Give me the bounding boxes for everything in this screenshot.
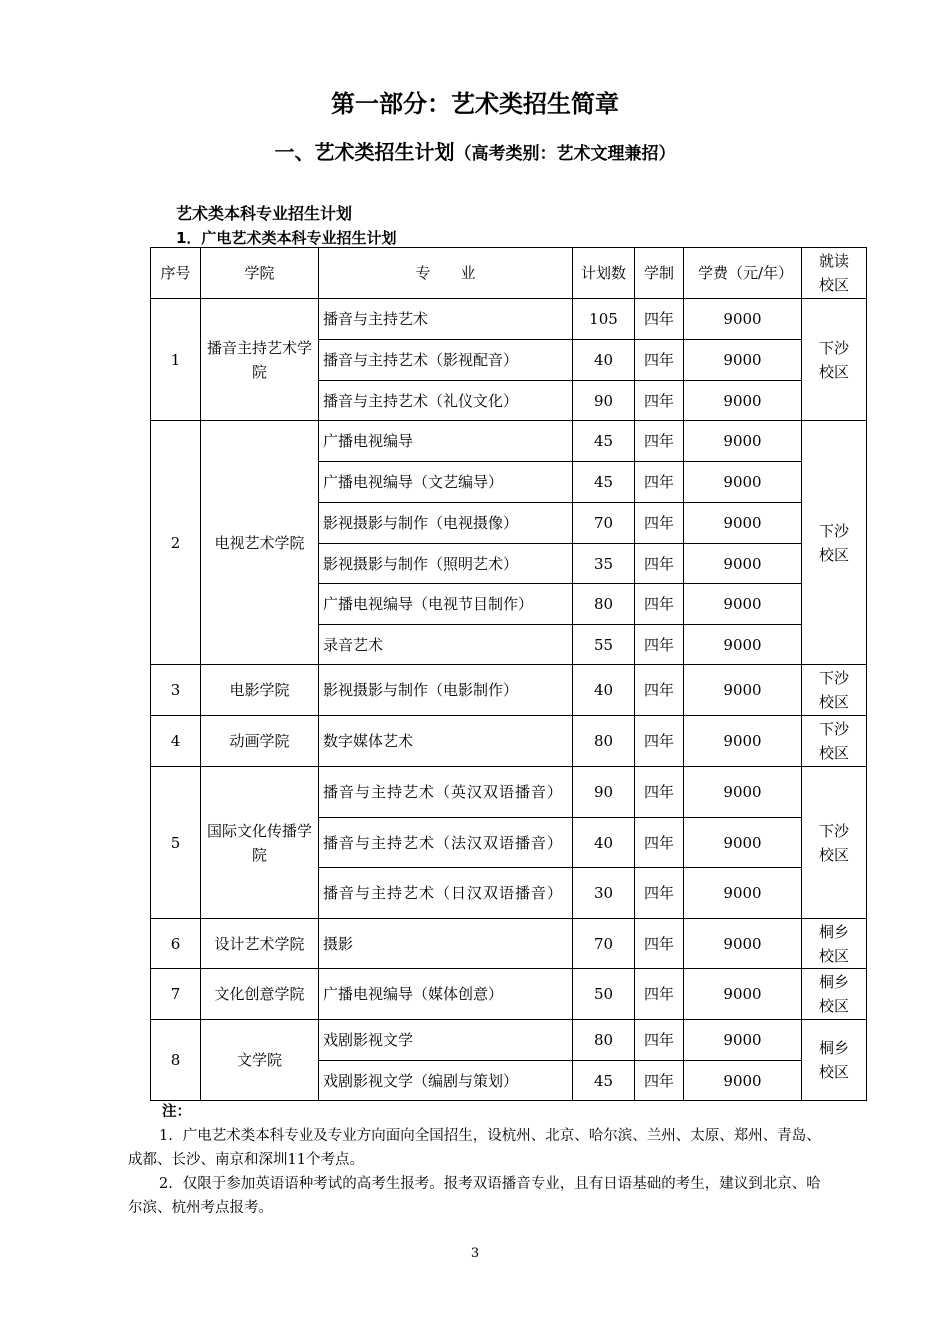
cell-seq: 2 [151,421,201,665]
header-fee: 学费（元/年） [684,248,802,299]
cell-fee: 9000 [684,544,802,584]
cell-major: 广播电视编导（文艺编导） [319,462,573,503]
cell-quota: 70 [573,919,635,969]
cell-campus: 桐乡校区 [802,919,867,969]
cell-major: 录音艺术 [319,625,573,665]
cell-major: 播音与主持艺术（影视配音） [319,340,573,381]
cell-major: 影视摄影与制作（照明艺术） [319,544,573,584]
cell-quota: 40 [573,818,635,868]
page-number: 3 [470,1246,480,1261]
cell-duration: 四年 [635,969,684,1020]
cell-duration: 四年 [635,767,684,818]
cell-major: 戏剧影视文学 [319,1020,573,1061]
cell-major: 数字媒体艺术 [319,716,573,767]
cell-college: 文化创意学院 [201,969,319,1020]
cell-quota: 45 [573,421,635,462]
cell-fee: 9000 [684,969,802,1020]
note-item-1: 1．广电艺术类本科专业及专业方向面向全国招生，设杭州、北京、哈尔滨、兰州、太原、郑州、青岛、成都、长沙、南京和深圳11个考点。 [128,1128,821,1168]
cell-quota: 30 [573,868,635,919]
cell-fee: 9000 [684,584,802,625]
header-college: 学院 [201,248,319,299]
cell-seq: 5 [151,767,201,919]
cell-college: 文学院 [201,1020,319,1101]
cell-fee: 9000 [684,919,802,969]
cell-fee: 9000 [684,868,802,919]
cell-quota: 45 [573,1061,635,1101]
cell-fee: 9000 [684,299,802,340]
cell-campus: 桐乡校区 [802,1020,867,1101]
cell-fee: 9000 [684,381,802,421]
cell-quota: 50 [573,969,635,1020]
cell-seq: 3 [151,665,201,716]
cell-quota: 35 [573,544,635,584]
cell-quota: 40 [573,665,635,716]
cell-major: 戏剧影视文学（编剧与策划） [319,1061,573,1101]
cell-duration: 四年 [635,665,684,716]
cell-major: 广播电视编导（媒体创意） [319,969,573,1020]
cell-campus: 下沙校区 [802,716,867,767]
table-row [151,767,867,818]
cell-duration: 四年 [635,584,684,625]
cell-duration: 四年 [635,1061,684,1101]
cell-duration: 四年 [635,421,684,462]
cell-duration: 四年 [635,919,684,969]
table-header-row [151,248,867,299]
page-title: 第一部分：艺术类招生简章 [331,90,619,118]
cell-duration: 四年 [635,299,684,340]
cell-duration: 四年 [635,462,684,503]
cell-campus: 下沙校区 [802,767,867,919]
cell-college: 电视艺术学院 [201,421,319,665]
cell-duration: 四年 [635,716,684,767]
cell-college: 播音主持艺术学院 [201,299,319,421]
cell-quota: 70 [573,503,635,544]
plan-subheading: 1．广电艺术类本科专业招生计划 [176,229,397,247]
cell-duration: 四年 [635,544,684,584]
notes-section [128,1100,828,1220]
cell-college: 国际文化传播学院 [201,767,319,919]
table-row [151,665,867,716]
cell-campus: 下沙校区 [802,299,867,421]
cell-major: 播音与主持艺术（日汉双语播音） [319,868,573,919]
cell-college: 电影学院 [201,665,319,716]
enrollment-plan-table [150,247,867,1101]
cell-quota: 40 [573,340,635,381]
cell-quota: 80 [573,716,635,767]
cell-seq: 1 [151,299,201,421]
section-title [0,136,950,165]
cell-duration: 四年 [635,1020,684,1061]
cell-duration: 四年 [635,503,684,544]
cell-fee: 9000 [684,767,802,818]
table-row [151,969,867,1020]
cell-campus: 下沙校区 [802,665,867,716]
cell-duration: 四年 [635,340,684,381]
cell-fee: 9000 [684,1061,802,1101]
cell-duration: 四年 [635,625,684,665]
cell-fee: 9000 [684,462,802,503]
cell-fee: 9000 [684,625,802,665]
cell-campus: 桐乡校区 [802,969,867,1020]
cell-quota: 45 [573,462,635,503]
cell-fee: 9000 [684,421,802,462]
table-row [151,421,867,462]
cell-fee: 9000 [684,716,802,767]
cell-fee: 9000 [684,665,802,716]
cell-major: 播音与主持艺术（法汉双语播音） [319,818,573,868]
section-title-note: （高考类别：艺术文理兼招） [454,144,676,164]
cell-seq: 4 [151,716,201,767]
table-row [151,1020,867,1061]
header-major: 专 业 [319,248,573,299]
plan-heading: 艺术类本科专业招生计划 [176,204,353,223]
cell-quota: 105 [573,299,635,340]
cell-major: 播音与主持艺术（英汉双语播音） [319,767,573,818]
cell-quota: 80 [573,584,635,625]
cell-major: 播音与主持艺术（礼仪文化） [319,381,573,421]
cell-major: 影视摄影与制作（电视摄像） [319,503,573,544]
cell-duration: 四年 [635,381,684,421]
cell-major: 摄影 [319,919,573,969]
cell-major: 广播电视编导 [319,421,573,462]
table-row [151,716,867,767]
header-duration: 学制 [635,248,684,299]
cell-seq: 6 [151,919,201,969]
section-title-main: 一、艺术类招生计划 [274,140,455,164]
cell-quota: 55 [573,625,635,665]
notes-label: 注： [162,1103,191,1120]
cell-seq: 8 [151,1020,201,1101]
cell-duration: 四年 [635,818,684,868]
cell-duration: 四年 [635,868,684,919]
header-seq: 序号 [151,248,201,299]
cell-quota: 90 [573,767,635,818]
header-quota: 计划数 [573,248,635,299]
cell-fee: 9000 [684,1020,802,1061]
cell-quota: 80 [573,1020,635,1061]
cell-major: 广播电视编导（电视节目制作） [319,584,573,625]
table-row [151,299,867,340]
cell-major: 影视摄影与制作（电影制作） [319,665,573,716]
cell-campus: 下沙校区 [802,421,867,665]
cell-college: 动画学院 [201,716,319,767]
cell-seq: 7 [151,969,201,1020]
cell-major: 播音与主持艺术 [319,299,573,340]
table-row [151,919,867,969]
cell-college: 设计艺术学院 [201,919,319,969]
cell-fee: 9000 [684,818,802,868]
cell-fee: 9000 [684,503,802,544]
header-campus: 就读校区 [802,248,867,299]
note-item-2: 2．仅限于参加英语语种考试的高考生报考。报考双语播音专业，且有日语基础的考生，建议到北京、哈尔滨、杭州考点报考。 [128,1176,821,1216]
cell-fee: 9000 [684,340,802,381]
cell-quota: 90 [573,381,635,421]
